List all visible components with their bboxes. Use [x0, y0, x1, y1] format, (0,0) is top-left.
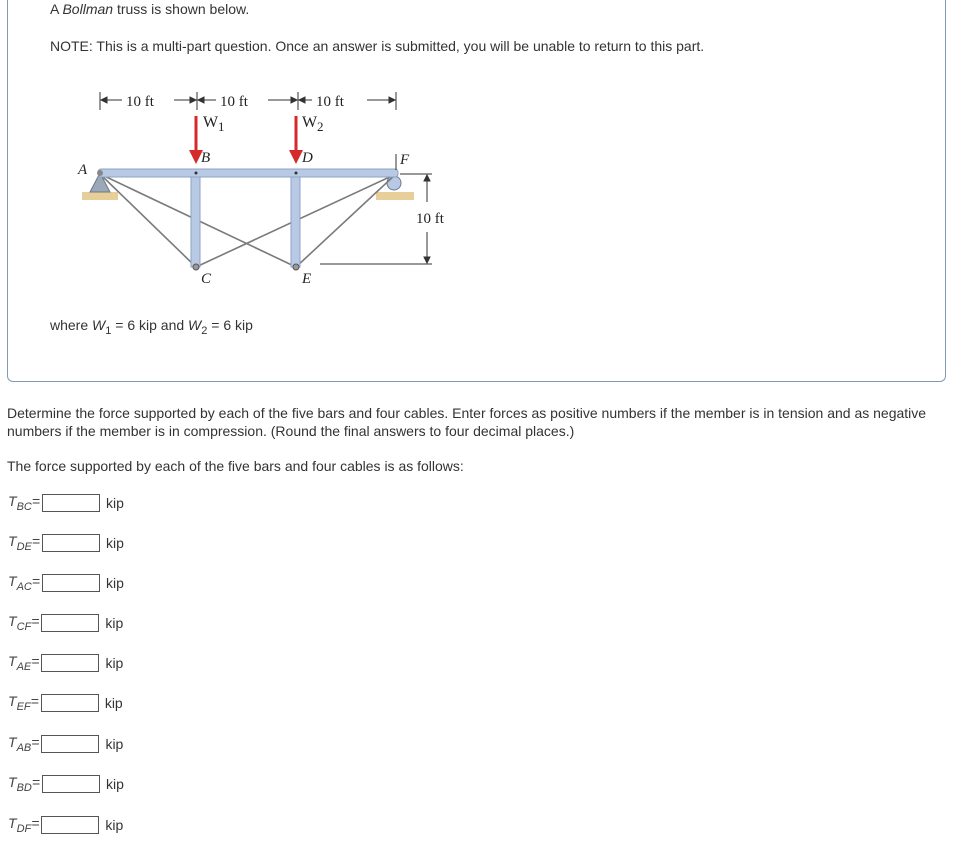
lead-text: The force supported by each of the five bars and four cables is as follows: — [7, 458, 464, 474]
answer-label: $T_{AC}=$ — [8, 573, 41, 593]
node-label-c: C — [201, 271, 212, 287]
answer-label: $T_{BC}=$ — [8, 493, 41, 513]
answer-input-ac[interactable] — [42, 574, 100, 592]
dim-label-1: 10 ft — [126, 94, 154, 110]
unit-label: kip — [104, 695, 123, 711]
note-text: NOTE: This is a multi-part question. Once an answer is submitted, you will be unable to return to this part. — [50, 38, 705, 54]
answer-label: $T_{AE}=$ — [8, 653, 40, 673]
where-prefix: where — [50, 317, 93, 333]
top-chord — [98, 169, 398, 177]
unit-label: kip — [105, 736, 124, 752]
answer-row-de — [8, 533, 124, 553]
where-w1-symbol: W — [92, 317, 106, 333]
where-w2-sub: 2 — [201, 324, 208, 337]
where-w2-symbol: W — [188, 317, 202, 333]
where-w1-value: = 6 kip and — [111, 317, 189, 333]
instructions: Determine the force supported by each of the five bars and four cables. Enter forces as positive numbers if the member is in tension and as negative numbers if the member is in compression. (Round the final answers to four decimal places.) — [7, 405, 927, 439]
node-label-d: D — [302, 150, 313, 166]
answer-row-ef — [8, 693, 123, 713]
where-w1-sub: 1 — [105, 324, 112, 337]
load-w2-symbol: W — [302, 114, 318, 131]
where-w2-value: = 6 kip — [207, 317, 253, 333]
post-de — [291, 177, 300, 267]
unit-label: kip — [106, 575, 124, 591]
height-dim-label: 10 ft — [416, 211, 444, 227]
answer-input-ae[interactable] — [41, 654, 99, 672]
truss-figure — [70, 80, 470, 300]
unit-label: kip — [106, 535, 124, 551]
where-text — [50, 317, 253, 337]
dim-label-3: 10 ft — [316, 94, 344, 110]
answer-label: $T_{BD}=$ — [8, 774, 41, 794]
answer-label: $T_{AB}=$ — [8, 734, 40, 754]
intro-prefix: A — [50, 1, 63, 17]
node-label-f: F — [400, 152, 410, 168]
answer-row-ac — [8, 573, 124, 593]
intro-italic: Bollman — [62, 1, 114, 17]
answer-row-df — [8, 815, 123, 835]
load-w1-symbol: W — [203, 114, 219, 131]
answer-input-ab[interactable] — [41, 735, 99, 753]
unit-label: kip — [106, 776, 124, 792]
intro-text — [50, 1, 249, 17]
node-label-e: E — [302, 271, 312, 287]
unit-label: kip — [106, 495, 124, 511]
answer-row-bd — [8, 774, 124, 794]
answer-row-ae — [8, 653, 123, 673]
answer-label: $T_{DF}=$ — [8, 815, 40, 835]
answer-label: $T_{EF}=$ — [8, 693, 39, 713]
unit-label: kip — [105, 655, 124, 671]
answer-input-ef[interactable] — [41, 694, 99, 712]
answer-label: $T_{CF}=$ — [8, 613, 40, 633]
answer-input-bd[interactable] — [42, 775, 100, 793]
load-w1-sub: 1 — [218, 119, 225, 134]
answer-row-ab — [8, 734, 123, 754]
answer-input-df[interactable] — [41, 816, 99, 834]
unit-label: kip — [105, 817, 124, 833]
answer-row-bc — [8, 493, 124, 513]
intro-suffix: truss is shown below. — [113, 1, 250, 17]
unit-label: kip — [105, 615, 124, 631]
node-label-a: A — [78, 162, 88, 178]
answer-row-cf — [8, 613, 123, 633]
load-arrow-w2 — [289, 116, 303, 164]
answer-input-bc[interactable] — [42, 494, 100, 512]
load-w2-sub: 2 — [317, 119, 324, 134]
cables — [100, 174, 396, 267]
answer-label: $T_{DE}=$ — [8, 533, 41, 553]
post-bc — [191, 177, 200, 267]
answer-input-de[interactable] — [42, 534, 100, 552]
answer-input-cf[interactable] — [41, 614, 99, 632]
node-label-b: B — [201, 150, 211, 166]
dim-label-2: 10 ft — [220, 94, 248, 110]
